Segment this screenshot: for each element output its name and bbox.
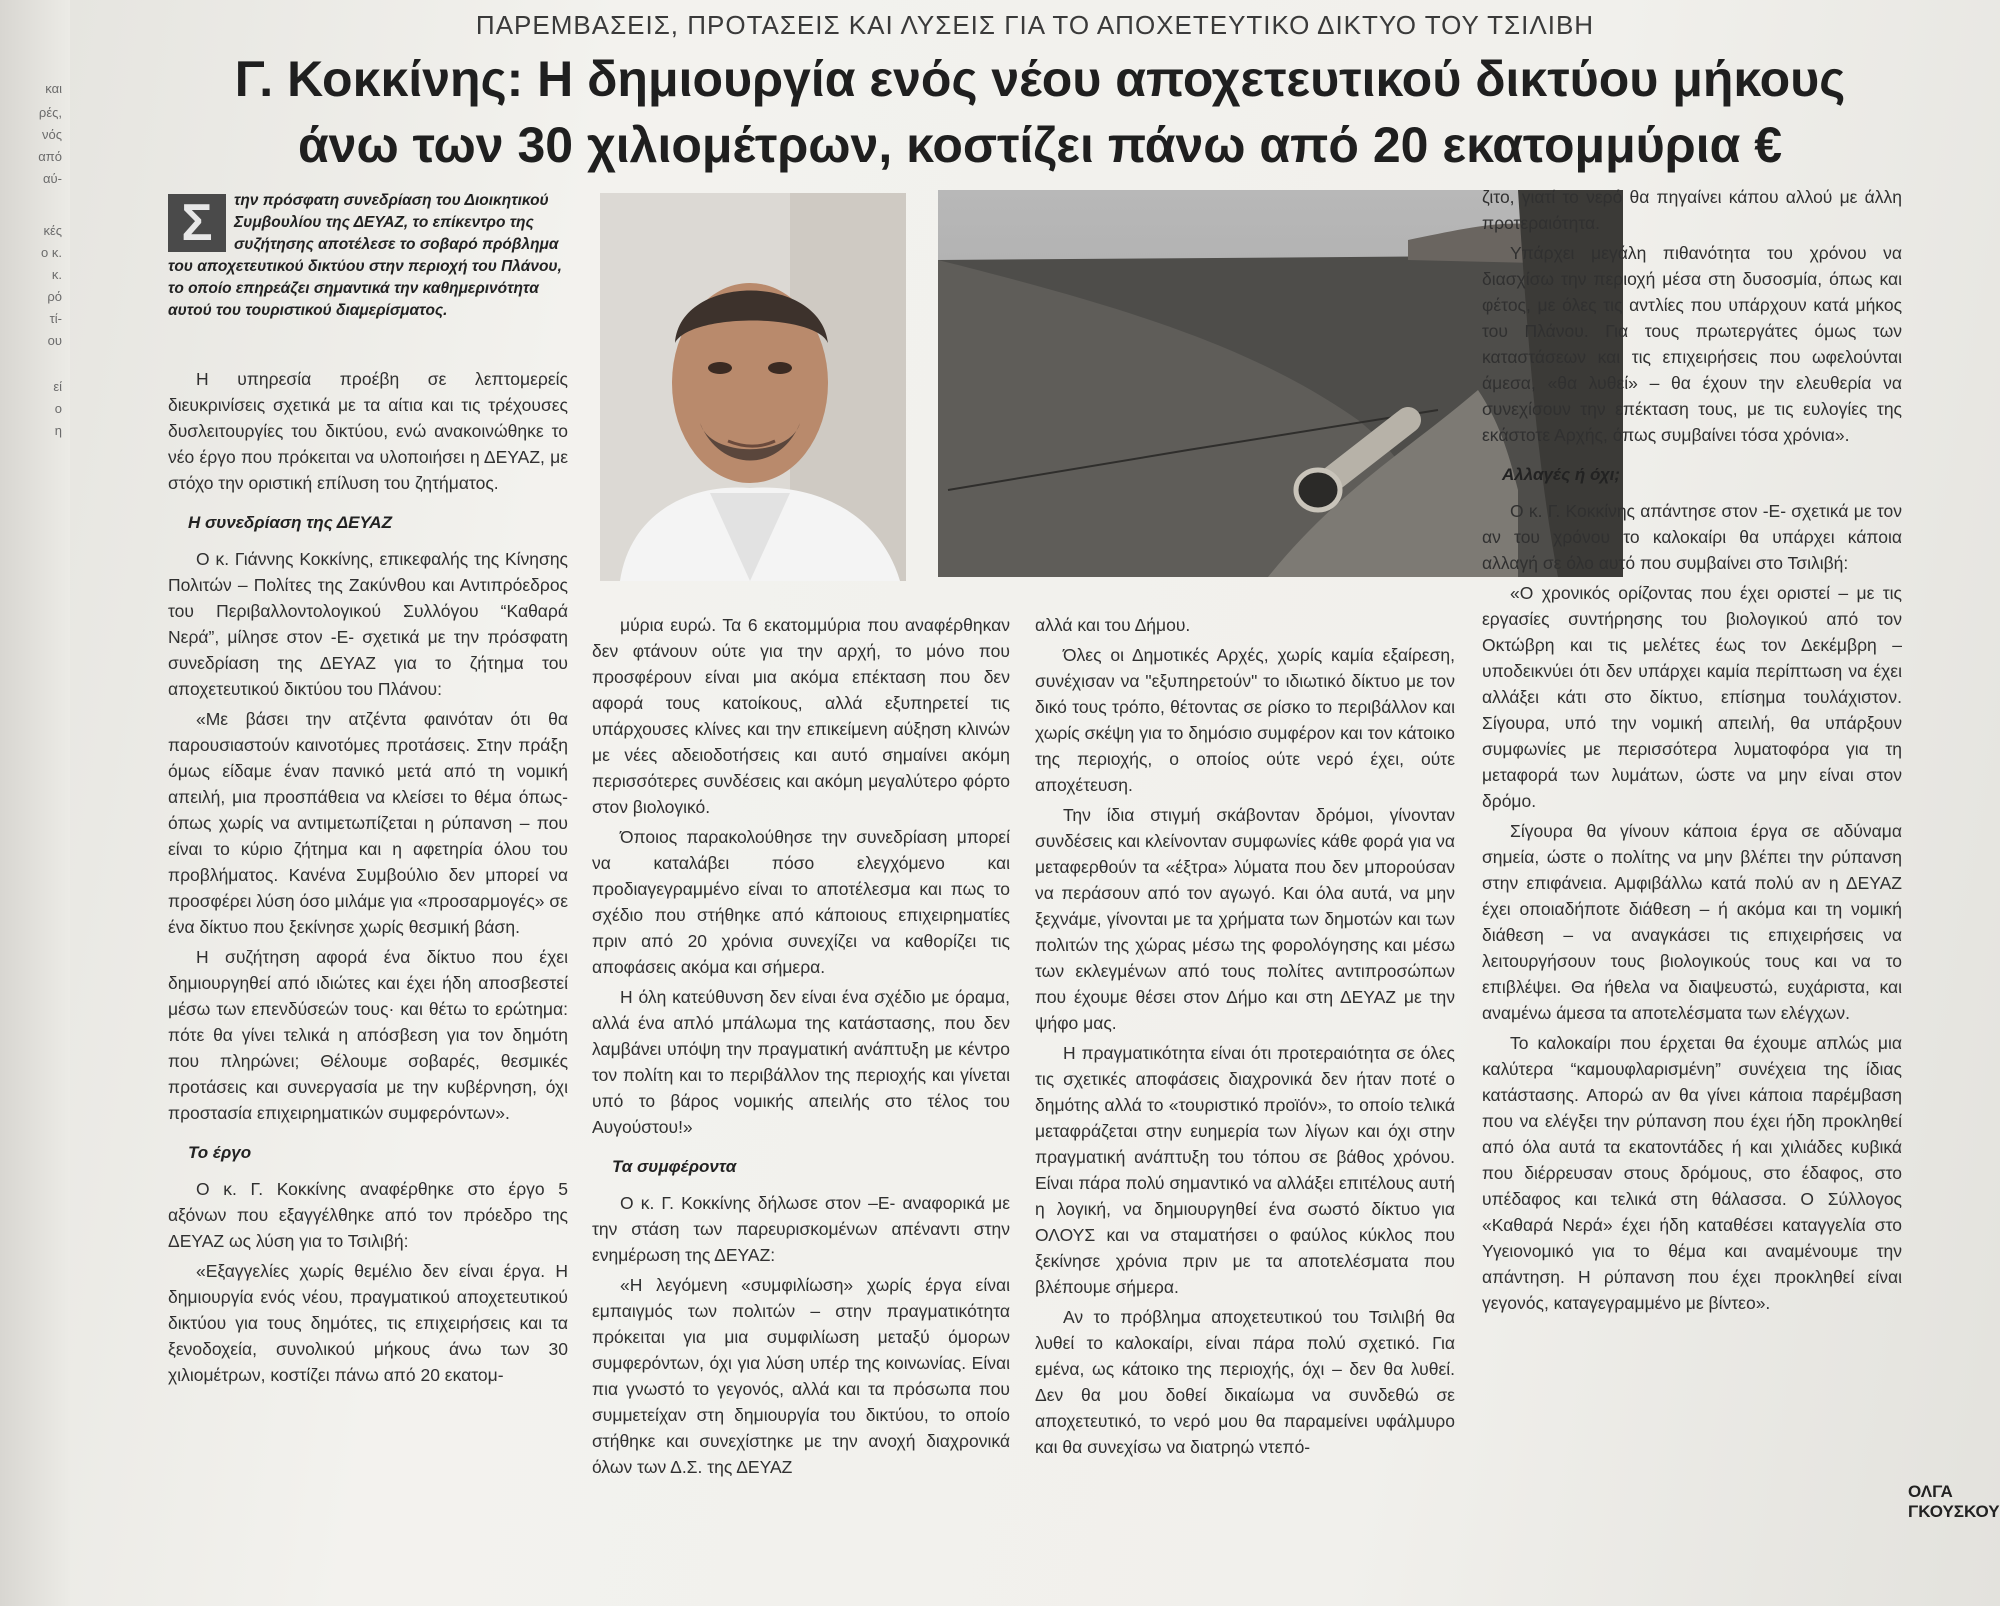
column-2 <box>592 612 1010 1484</box>
column-4 <box>1482 184 1902 1320</box>
col4-paragraph: ζιτο, γιατί το νερό θα πηγαίνει κάπου αλλού με άλλη προτεραιότητα. <box>1482 187 1902 233</box>
edge-fragment: νός <box>42 127 62 142</box>
subhead-changes: Αλλαγές ή όχι; <box>1502 465 1621 484</box>
col4-paragraph: Σίγουρα θα γίνουν κάποια έργα σε αδύναμα σημεία, ώστε ο πολίτης να μην βλέπει την ρύπανση στην επιφάνεια. Αμφιβάλλω κατά πολύ αν η ΔΕΥΑΖ έχει οποιαδήποτε διάθεση – ή ακόμα και τη νομική διάθεση – να αναγκάσει τις επιχειρήσεις να λειτουργήσουν τους βιολογικούς τους και να το επιβλέψει. Θα ήθελα να διαψευστώ, ευχάριστα, και αναμένω άμεσα τα αποτελέσματα των ελέγχων. <box>1482 821 1902 1023</box>
col1-paragraph: Ο κ. Γιάννης Κοκκίνης, επικεφαλής της Κίνησης Πολιτών – Πολίτες της Ζακύνθου και Αντιπρόεδρος του Περιβαλλοντολογικού Συλλόγου “Καθαρά Νερά”, μίλησε στον -Ε- σχετικά με την πρόσφατη συνεδρίαση της ΔΕΥΑΖ για το ζήτημα του αποχετευτικού δικτύου του Πλάνου: <box>168 549 568 699</box>
col4-paragraph: «Ο χρονικός ορίζοντας που έχει οριστεί – με τις εργασίες συντήρησης του βιολογικού από τον Οκτώβρη και τις μελέτες έως τον Δεκέμβρη – υποδεικνύει ότι δεν υπάρχει καμία περίπτωση να έχει αλλάξει κάτι στο δίκτυο, επίσημα τουλάχιστον. Σίγουρα, υπό την νομική απειλή, θα υπάρξουν συμφωνίες με περισσότερα λυματοφόρα για τη μεταφορά των λυμάτων, ώστε να μην είναι στον δρόμο. <box>1482 583 1902 811</box>
edge-fragment: και <box>45 81 62 96</box>
article-kicker: ΠΑΡΕΜΒΑΣΕΙΣ, ΠΡΟΤΑΣΕΙΣ ΚΑΙ ΛΥΣΕΙΣ ΓΙΑ ΤΟ ΑΠΟΧΕΤΕΥΤΙΚΟ ΔΙΚΤΥΟ ΤΟΥ ΤΣΙΛΙΒΗ <box>475 10 1595 40</box>
column-3 <box>1035 612 1455 1464</box>
drop-cap: Σ <box>168 194 226 252</box>
col4-paragraph: Ο κ. Γ. Κοκκίνης απάντησε στον -Ε- σχετικά με τον αν του χρόνου το καλοκαίρι θα υπάρχει κάποια αλλαγή σε όλο αυτό που συμβαίνει στο Τσιλιβή: <box>1482 501 1902 573</box>
col3-paragraph: Την ίδια στιγμή σκάβονταν δρόμοι, γίνονταν συνδέσεις και κλείνονταν συμφωνίες κάθε φορά για να μεταφερθούν τα «έξτρα» λύματα που δεν μπορούσαν να περάσουν από τον αγωγό. Και όλα αυτά, να μην ξεχνάμε, γίνονται με τα χρήματα των δημοτών και των πολιτών της χώρας μέσω της φορολόγησης και μέσω των εκλεγμένων από τους πολίτες αντιπροσώπων που έχουμε θέσει στον Δήμο και στη ΔΕΥΑΖ με την ψήφο μας. <box>1035 805 1455 1033</box>
subhead-meeting: Η συνεδρίαση της ΔΕΥΑΖ <box>188 513 392 532</box>
col2-paragraph: μύρια ευρώ. Τα 6 εκατομμύρια που αναφέρθηκαν δεν φτάνουν ούτε για την αρχή, το μόνο που προσφέρουν είναι μια ακόμα επέκταση που δεν αφορά τους κατοίκους, αλλά εξυπηρετεί τις υπάρχουσες κλίνες και την επικείμενη αύξηση κλινών με νέες αδειοδοτήσεις και αυτό σημαίνει ακόμη περισσότερες συνδέσεις και ακόμη μεγαλύτερο φόρτο στον βιολογικό. <box>592 615 1010 817</box>
col1-paragraph: «Με βάσει την ατζέντα φαινόταν ότι θα παρουσιαστούν καινοτόμες προτάσεις. Στην πράξη όμως είδαμε έναν πανικό μετά από τη νομική απειλή, μια προσπάθεια να κλείσει το θέμα όπως-όπως χωρίς να αντιμετωπίζεται η ρύπανση – που είναι το κύριο ζήτημα και η αφετηρία όλου του προβλήματος. Κανένα Συμβούλιο δεν μπορεί να προσφέρει λύση όσο μιλάμε για «προσαρμογές» σε ένα δίκτυο που ξεκίνησε χωρίς θεσμική βάση. <box>168 709 568 937</box>
headline-line-1: Γ. Κοκκίνης: Η δημιουργία ενός νέου αποχετευτικού δικτύου μήκους <box>234 51 1846 107</box>
edge-fragment: ρό <box>47 289 62 304</box>
edge-fragment: από <box>38 149 62 164</box>
edge-fragment: αύ- <box>43 171 62 186</box>
col4-paragraph: Υπάρχει μεγάλη πιθανότητα του χρόνου να διασχίσω την περιοχή μέσα στη δυσοσμία, όπως και φέτος, με όλες τις αντλίες που υπάρχουν κατά μήκος του Πλάνου. Για τους πρωτεργάτες όμως των καταστάσεων και τις επιχειρήσεις που ωφελούνται άμεσα, «θα λυθεί» – θα έχουν την ελευθερία να συνεχίσουν την επέκταση τους, με τις ευλογίες της εκάστοτε Αρχής, όπως συμβαίνει τόσα χρόνια». <box>1482 243 1902 445</box>
edge-fragment: ο <box>54 401 62 416</box>
subhead-project: Το έργο <box>188 1143 252 1162</box>
column-1 <box>168 366 568 1392</box>
portrait-photo <box>600 193 906 581</box>
newspaper-page <box>70 0 2000 1606</box>
edge-fragment: τί- <box>49 311 62 326</box>
edge-fragment: η <box>54 423 62 438</box>
col2-paragraph: «Η λεγόμενη «συμφιλίωση» χωρίς έργα είναι εμπαιγμός των πολιτών – στην πραγματικότητα πρόκειται για μια συμφιλίωση μεταξύ όμορων συμφερόντων, όχι για λύση υπέρ της κοινωνίας. Είναι πια γνωστό το γεγονός, αλλά και τα πρόσωπα που συμμετείχαν στη δημιουργία του δικτύου, το οποίο στήθηκε και συνεχίστηκε με την ανοχή διαχρονικά όλων των Δ.Σ. της ΔΕΥΑΖ <box>592 1275 1010 1477</box>
lead-text: την πρόσφατη συνεδρίαση του Διοικητικού Συμβουλίου της ΔΕΥΑΖ, το επίκεντρο της συζήτησης αποτέλεσε το σοβαρό πρόβλημα του αποχετευτικού δικτύου στην περιοχή του Πλάνου, το οποίο επηρεάζει σημαντικά την καθημερινότητα αυτού του τουριστικού διαμερίσματος. <box>168 192 562 319</box>
col1-paragraph: «Εξαγγελίες χωρίς θεμέλιο δεν είναι έργα. Η δημιουργία ενός νέου, πραγματικού αποχετευτικού δικτύου για τους δημότες, τις επιχειρήσεις και τα ξενοδοχεία, συνολικού μήκους άνω των 30 χιλιομέτρων, κοστίζει πάνω από 20 εκατομ- <box>168 1261 568 1385</box>
edge-fragment: εί <box>53 379 62 394</box>
col3-paragraph: Η πραγματικότητα είναι ότι προτεραιότητα σε όλες τις σχετικές αποφάσεις διαχρονικά δεν ήταν ποτέ ο δημότης αλλά το «τουριστικό προϊόν», το οποίο τελικά μεταφράζεται στην ευημερία των λίγων και όχι στην πραγματική ανάπτυξη του τόπου σε βάθος χρόνου. Είναι πάρα πολύ σημαντικό να αλλάξει επιτέλους αυτή η λογική, να δημιουργηθεί ένα σωστό δίκτυο για ΟΛΟΥΣ και να σταματήσει ο φαύλος κύκλος που ξεκίνησε χρόνια πριν με τα αποτελέσματα που βλέπουμε σήμερα. <box>1035 1043 1455 1297</box>
col2-paragraph: Όποιος παρακολούθησε την συνεδρίαση μπορεί να καταλάβει πόσο ελεγχόμενο και προδιαγεγραμμένο είναι το αποτέλεσμα και πως το σχέδιο που στήθηκε από κάποιους επιχειρηματίες πριν από 20 χρόνια συνεχίζει να καθορίζει τις αποφάσεις ακόμα και σήμερα. <box>592 827 1010 977</box>
col3-paragraph: Όλες οι Δημοτικές Αρχές, χωρίς καμία εξαίρεση, συνέχισαν να "εξυπηρετούν" το ιδιωτικό δίκτυο με τον δικό τους τρόπο, θέτοντας σε ρίσκο το περιβάλλον και χωρίς σκέψη για το δημόσιο συμφέρον και τον κάτοικο της περιοχής, ο οποίος ούτε νερό έχει, ούτε αποχέτευση. <box>1035 645 1455 795</box>
edge-fragment: κές <box>43 223 62 238</box>
headline-line-2: άνω των 30 χιλιομέτρων, κοστίζει πάνω από 20 εκατομμύρια € <box>297 117 1783 173</box>
subhead-interests: Τα συμφέροντα <box>612 1157 737 1176</box>
col2-paragraph: Η όλη κατεύθυνση δεν είναι ένα σχέδιο με όραμα, αλλά ένα απλό μπάλωμα της κατάστασης, που δεν λαμβάνει υπόψη την πραγματική ανάπτυξη με κέντρο τον πολίτη και το περιβάλλον της περιοχής και γίνεται υπό το βάρος νομικής απειλής στο τέλος του Αυγούστου!» <box>592 987 1010 1137</box>
adjacent-page-edge <box>0 0 70 1606</box>
author-byline: ΟΛΓΑ ΓΚΟΥΣΚΟΥ <box>1908 1482 2000 1521</box>
col1-paragraph: Η υπηρεσία προέβη σε λεπτομερείς διευκρινίσεις σχετικά με τα αίτια και τις τρέχουσες δυσλειτουργίες του δικτύου, ενώ ανακοινώθηκε το νέο έργο που πρόκειται να υλοποιήσει η ΔΕΥΑΖ, με στόχο την οριστική επίλυση του ζητήματος. <box>168 369 568 493</box>
col1-paragraph: Η συζήτηση αφορά ένα δίκτυο που έχει δημιουργηθεί από ιδιώτες και έχει ήδη αποσβεστεί μέσω των επενδύσεών τους· και θέτω το ερώτημα: πότε θα γίνει τελικά η απόσβεση για τον δημότη που πληρώνει; Θέλουμε σοβαρές, θεσμικές προτάσεις και συνεργασία με την κυβέρνηση, όχι προστασία επιχειρηματικών συμφερόντων». <box>168 947 568 1123</box>
col3-paragraph: Αν το πρόβλημα αποχετευτικού του Τσιλιβή θα λυθεί το καλοκαίρι, είναι πάρα πολύ σχετικό. Για εμένα, ως κάτοικο της περιοχής, όχι – δεν θα λυθεί. Δεν θα μου δοθεί δικαίωμα να συνδεθώ σε αποχετευτικό, το νερό μου θα παραμείνει υφάλμυρο και θα συνεχίσω να διατρηώ ντεπό- <box>1035 1307 1455 1457</box>
portrait-illustration <box>600 193 906 581</box>
article-headline <box>190 46 1890 178</box>
edge-fragment: ρές, <box>38 105 62 120</box>
col1-paragraph: Ο κ. Γ. Κοκκίνης αναφέρθηκε στο έργο 5 αξόνων που εξαγγέλθηκε από τον πρόεδρο της ΔΕΥΑΖ ως λύση για το Τσιλιβή: <box>168 1179 568 1251</box>
edge-fragment: ου <box>47 333 62 348</box>
col4-paragraph: Το καλοκαίρι που έρχεται θα έχουμε απλώς μια καλύτερα “καμουφλαρισμένη” συνέχεια της ίδιας κατάστασης. Απορώ αν θα γίνει κάποια παρέμβαση που να ελέγξει την ρύπανση που έχει ήδη προκληθεί από όλα αυτά τα εκατοντάδες ή και χιλιάδες κυβικά που διέρρευσαν στους δρόμους, στο έδαφος, στο υπέδαφος και τελικά στη θάλασσα. Ο Σύλλογος «Καθαρά Νερά» έχει ήδη καταθέσει καταγγελία στο Υγειονομικό για το θέμα και αναμένουμε την απάντηση. Η ρύπανση που έχει προκληθεί είναι γεγονός, καταγεγραμμένο με βίντεο». <box>1482 1033 1902 1313</box>
col2-paragraph: Ο κ. Γ. Κοκκίνης δήλωσε στον –Ε- αναφορικά με την στάση των παρευρισκομένων απέναντι στην ενημέρωση της ΔΕΥΑΖ: <box>592 1193 1010 1265</box>
edge-fragment: κ. <box>51 267 62 282</box>
edge-fragment: ο κ. <box>41 245 62 260</box>
article-lead <box>168 190 568 322</box>
col3-paragraph: αλλά και του Δήμου. <box>1035 615 1191 635</box>
